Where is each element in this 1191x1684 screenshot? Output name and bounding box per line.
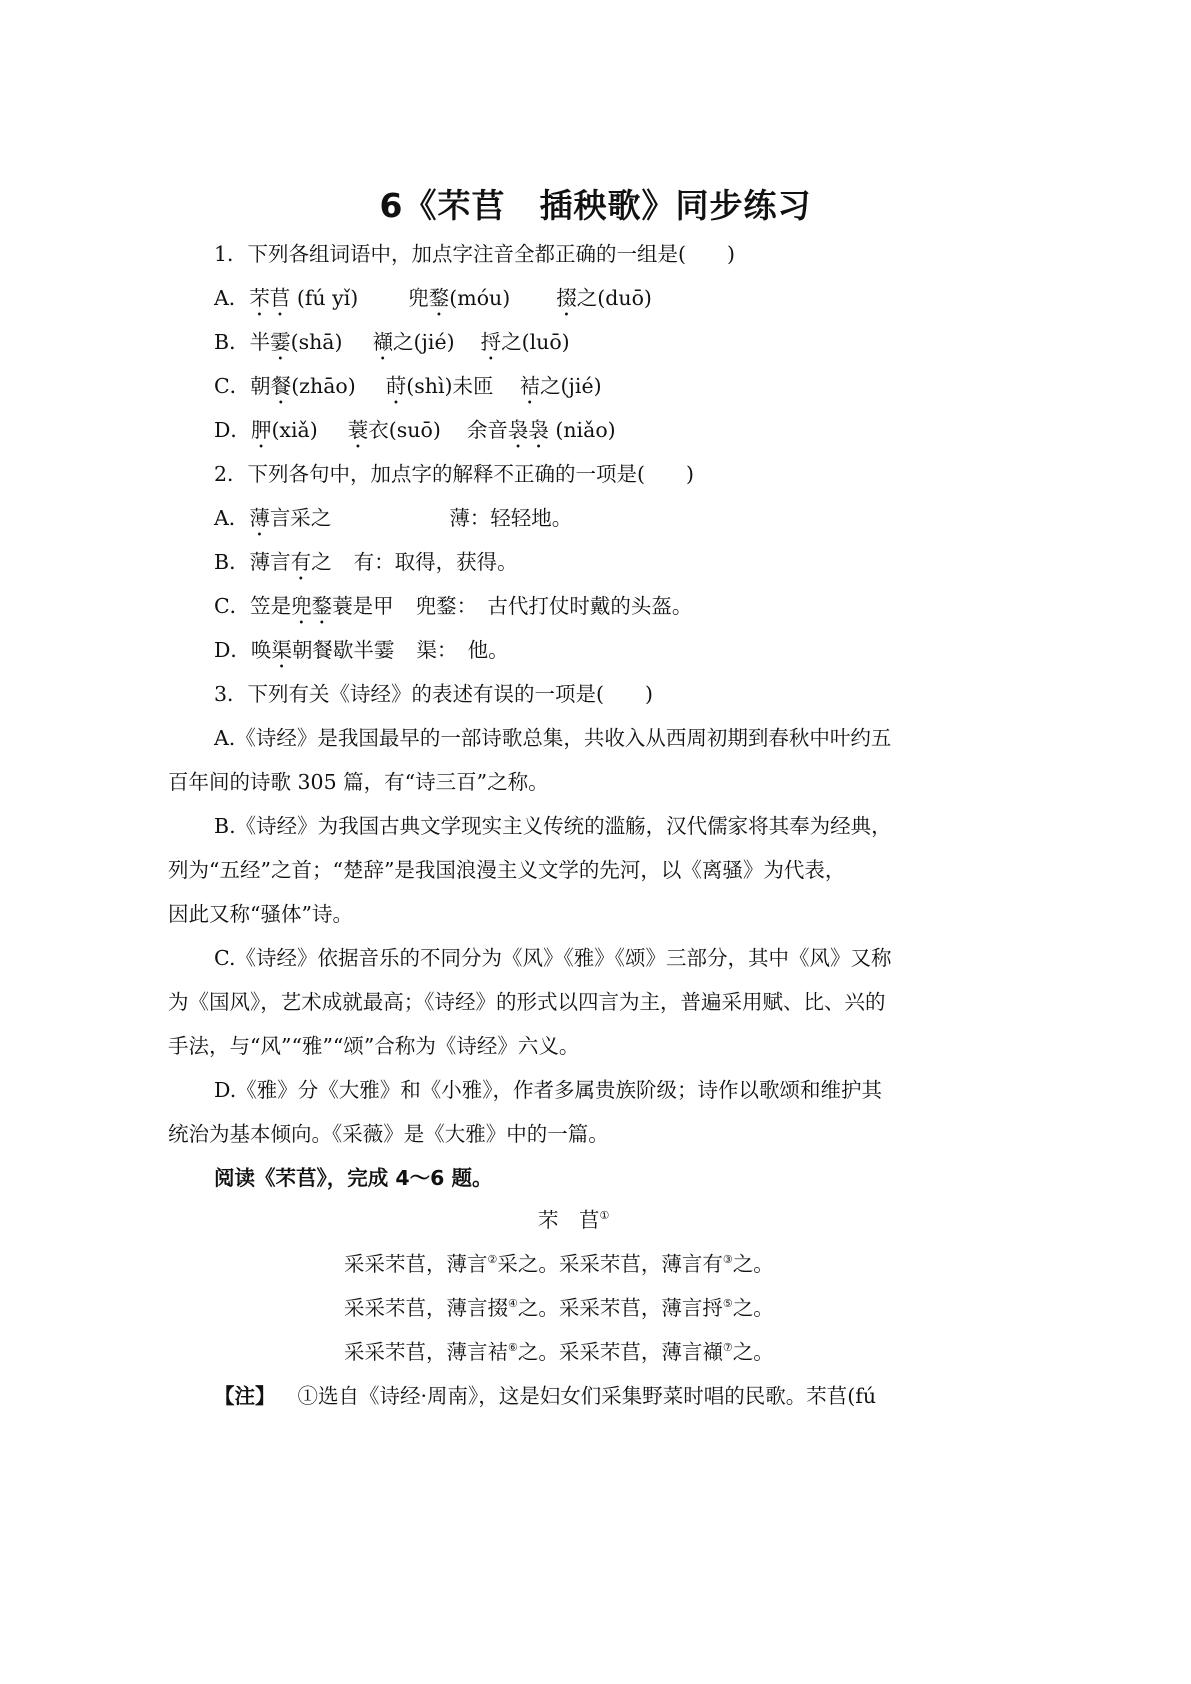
q3-option-d-line2: 统治为基本倾向。《采薇》是《大雅》中的一篇。 [168,1122,609,1146]
q1-option-a: A．芣苢 (fú yǐ) 兜鍪(móu) 掇之(duō) [214,286,652,310]
q2-option-d: D．唤渠朝餐歇半霎 渠： 他。 [214,638,509,662]
q1-option-c: C．朝餐(zhāo) 莳(shì)未匝 袺之(jié) [214,374,602,398]
poem-title: 芣 苢① [538,1208,610,1232]
q1-option-b: B．半霎(shā) 襭之(jié) 捋之(luō) [214,330,570,354]
footnote-label: 【注】 [214,1384,276,1408]
footnote-text: ①选自《诗经·周南》，这是妇女们采集野菜时唱的民歌。芣苢(fú [297,1384,877,1408]
q1-stem: 1．下列各组词语中，加点字注音全都正确的一组是( ) [214,242,736,266]
q2-option-c: C．笠是兜鍪蓑是甲 兜鍪： 古代打仗时戴的头盔。 [214,594,693,618]
footnote [214,1382,876,1410]
q3-option-b-line3: 因此又称“骚体”诗。 [168,902,353,926]
reading-intro: 阅读《芣苢》，完成 4～6 题。 [214,1166,493,1190]
q3-option-c-line2: 为《国风》，艺术成就最高；《诗经》的形式以四言为主，普遍采用赋、比、兴的 [168,990,886,1014]
q1-a-word1: 芣苢 [249,286,291,310]
q3-option-b-line1: B.《诗经》为我国古典文学现实主义传统的滥觞，汉代儒家将其奉为经典， [214,814,892,838]
q2-option-b: B．薄言有之 有：取得，获得。 [214,550,518,574]
q3-option-c-line3: 手法，与“风”“雅”“颂”合称为《诗经》六义。 [168,1034,580,1058]
q3-option-c-line1: C.《诗经》依据音乐的不同分为《风》《雅》《颂》三部分，其中《风》又称 [214,946,892,970]
q1-option-d: D．胛(xiǎ) 蓑衣(suō) 余音袅袅 (niǎo) [214,418,616,442]
page-title: 6《芣苢 插秧歌》同步练习 [379,186,812,225]
q2-stem: 2．下列各句中，加点字的解释不正确的一项是( ) [214,462,695,486]
q3-option-a-line2: 百年间的诗歌 305 篇，有“诗三百”之称。 [168,770,549,794]
poem-line-3: 采采芣苢，薄言袺⑥之。采采芣苢，薄言襭⑦之。 [344,1340,774,1364]
q3-option-a-line1: A.《诗经》是我国最早的一部诗歌总集，共收入从西周初期到春秋中叶约五 [214,726,892,750]
q2-option-a: A．薄言采之 薄：轻轻地。 [214,506,573,530]
poem-line-1: 采采芣苢，薄言②采之。采采芣苢，薄言有③之。 [344,1252,774,1276]
poem-line-2: 采采芣苢，薄言掇④之。采采芣苢，薄言捋⑤之。 [344,1296,774,1320]
q3-stem: 3．下列有关《诗经》的表述有误的一项是( ) [214,682,654,706]
q3-option-d-line1: D.《雅》分《大雅》和《小雅》，作者多属贵族阶级；诗作以歌颂和维护其 [214,1078,882,1102]
q3-option-b-line2: 列为“五经”之首；“楚辞”是我国浪漫主义文学的先河，以《离骚》为代表， [168,858,846,882]
